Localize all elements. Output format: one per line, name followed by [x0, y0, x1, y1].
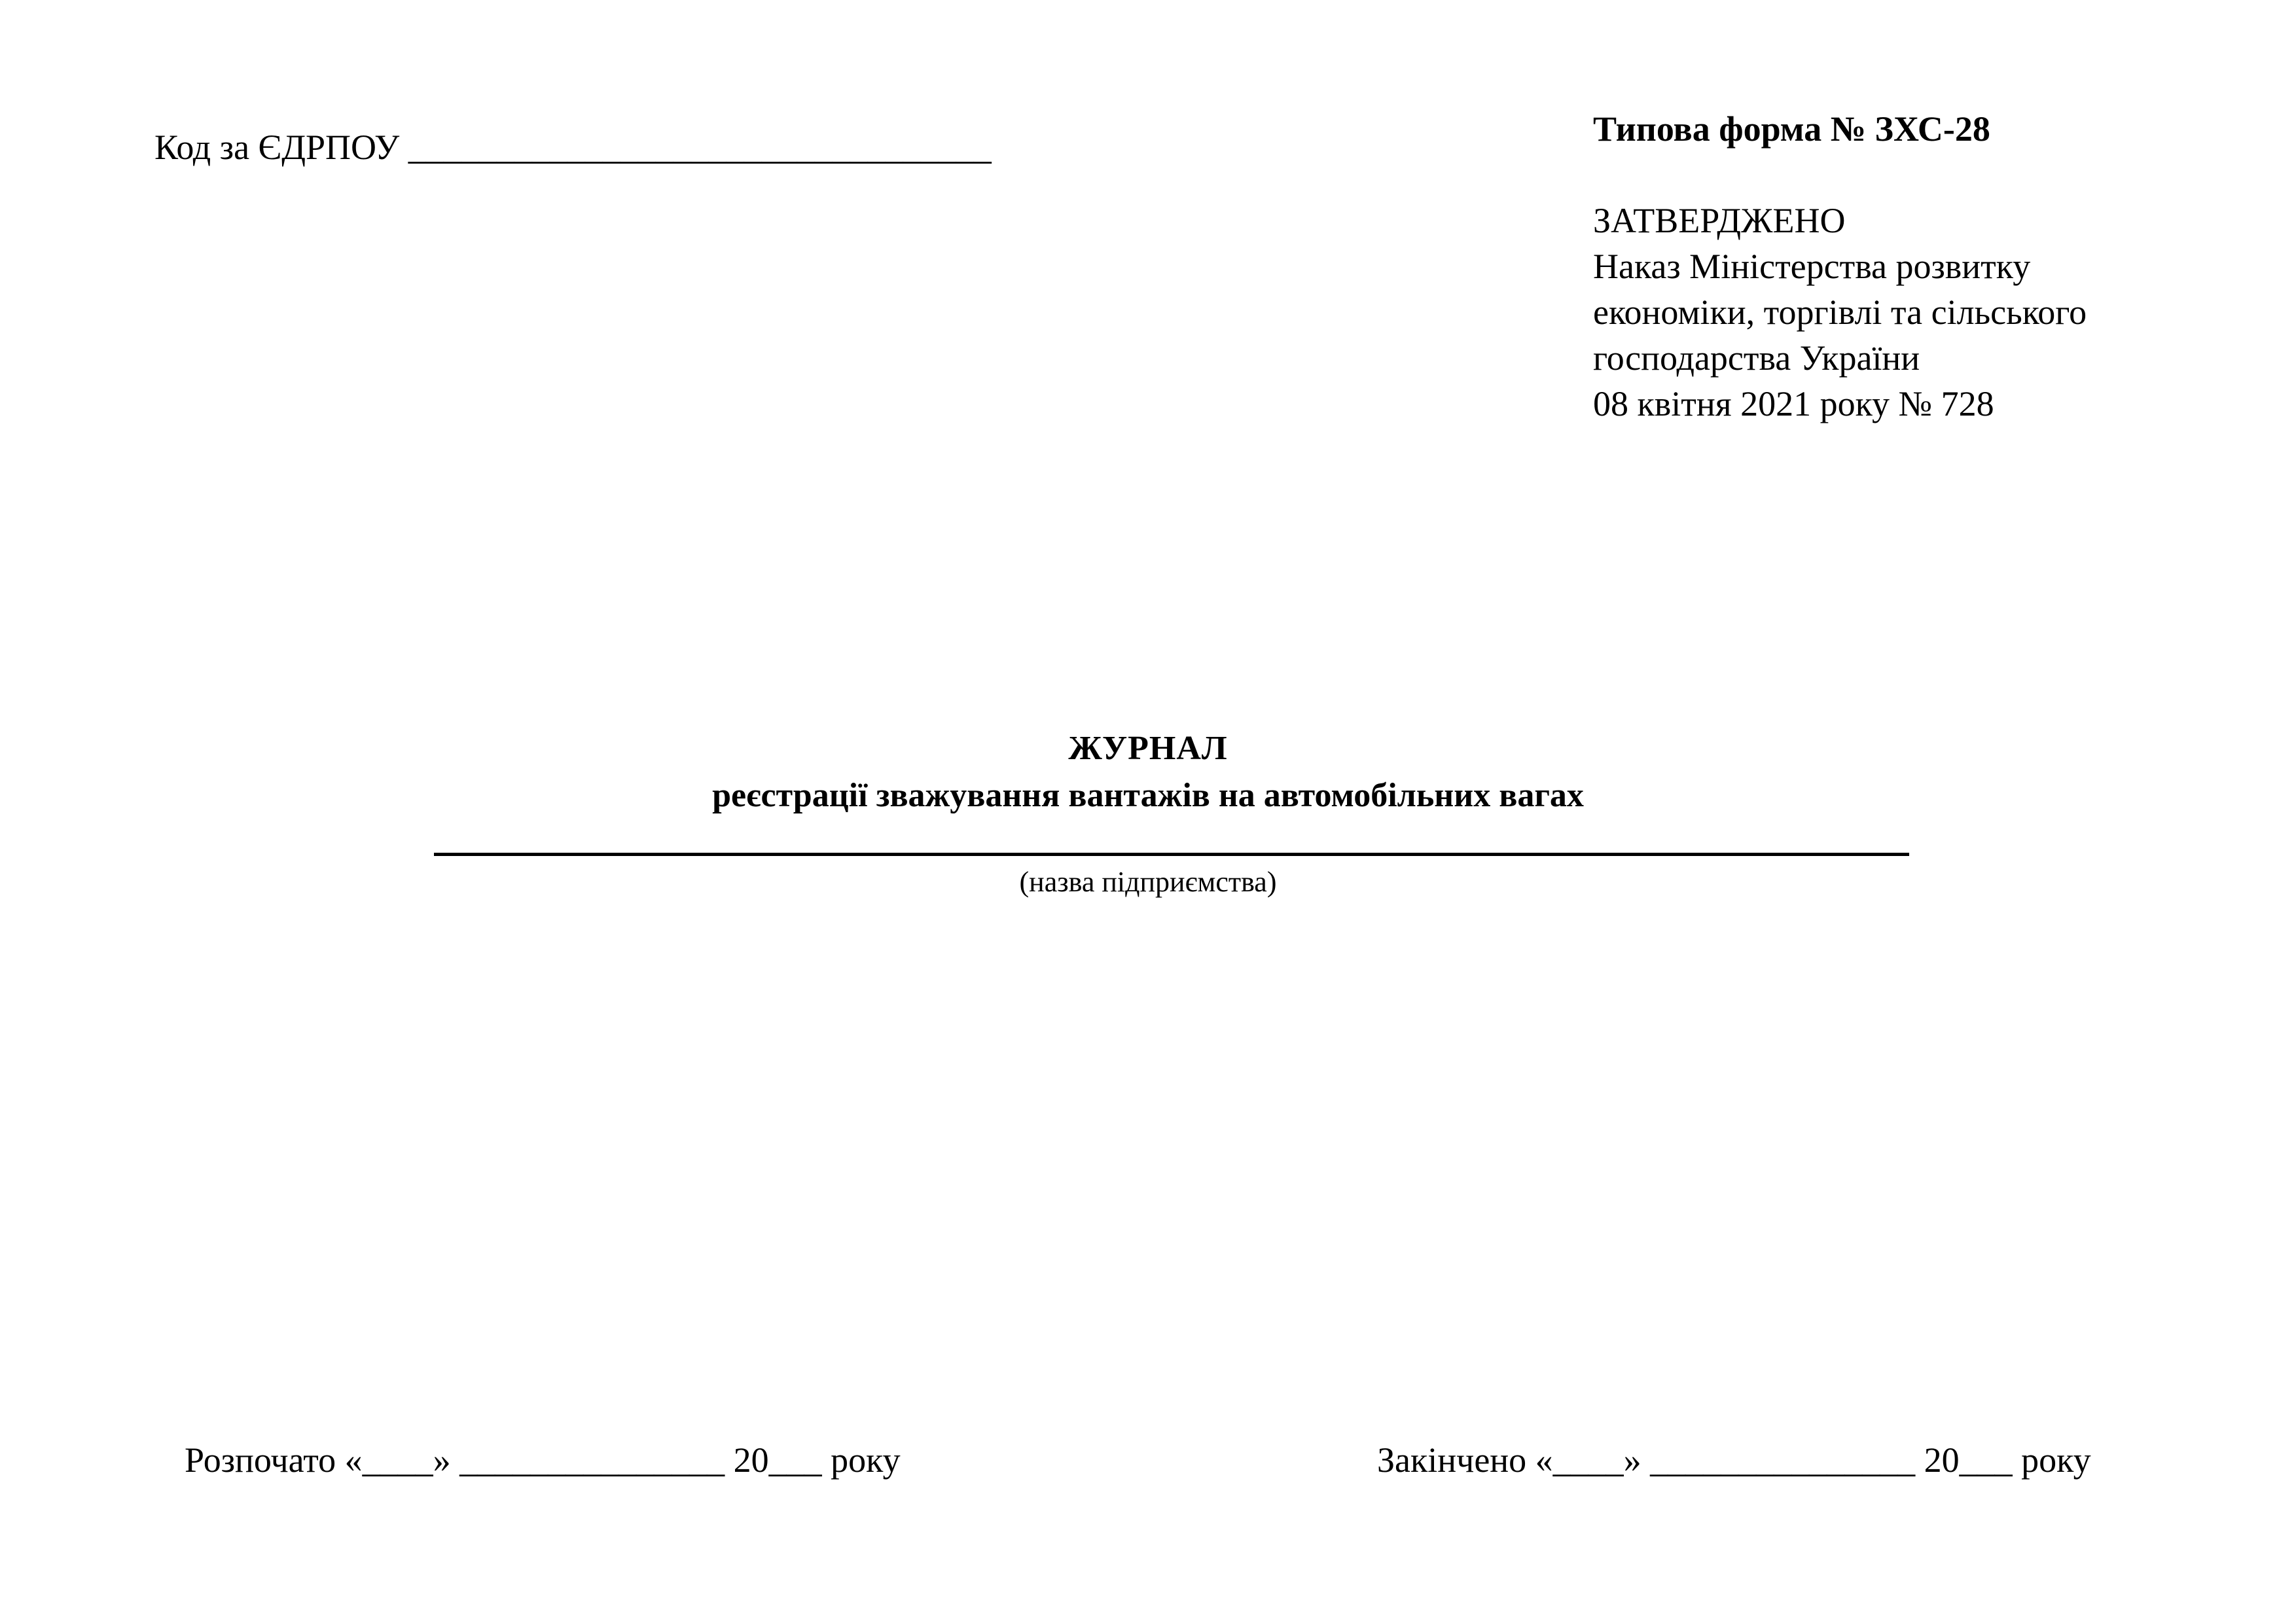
- order-date-line: 08 квітня 2021 року № 728: [1593, 384, 1994, 423]
- started-date-line: Розпочато «____» _______________ 20___ року: [185, 1440, 901, 1480]
- journal-title-block: [0, 725, 2296, 819]
- journal-title: ЖУРНАЛ: [1068, 730, 1228, 767]
- form-number: Типова форма № ЗХС-28: [1593, 109, 1990, 149]
- approved-label: ЗАТВЕРДЖЕНО: [1593, 201, 1846, 240]
- order-line-3: господарства України: [1593, 338, 1920, 378]
- enterprise-name-field-line: [434, 853, 1909, 856]
- order-line-2: економіки, торгівлі та сільського: [1593, 293, 2087, 332]
- finished-date-line: Закінчено «____» _______________ 20___ року: [1377, 1440, 2091, 1480]
- edrpou-code-line: Код за ЄДРПОУ _________________________________: [154, 128, 992, 167]
- form-info-block: [1593, 106, 2087, 427]
- journal-subtitle: реєстрації зважування вантажів на автомобільних вагах: [712, 777, 1584, 814]
- enterprise-name-caption: (назва підприємства): [1019, 866, 1277, 898]
- order-line-1: Наказ Міністерства розвитку: [1593, 247, 2031, 286]
